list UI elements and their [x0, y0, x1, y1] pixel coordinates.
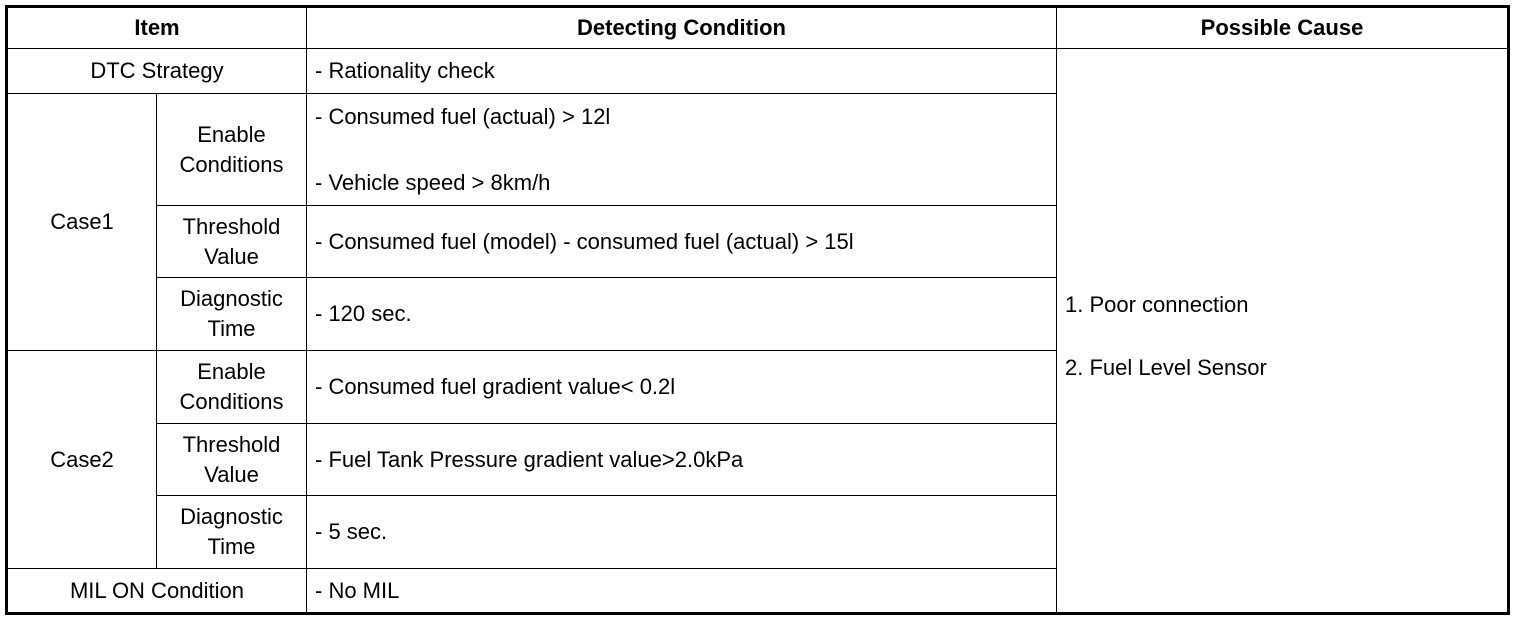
mil-label: MIL ON Condition — [7, 569, 307, 614]
dtc-table — [5, 5, 1510, 615]
case2-enable-condition: - Consumed fuel gradient value< 0.2l — [307, 351, 1057, 424]
mil-condition: - No MIL — [307, 569, 1057, 614]
header-possible-cause: Possible Cause — [1057, 7, 1509, 49]
case2-threshold-condition: - Fuel Tank Pressure gradient value>2.0kPa — [307, 424, 1057, 496]
header-row — [7, 7, 1509, 49]
dtc-strategy-condition: - Rationality check — [307, 49, 1057, 94]
possible-cause-item: 2. Fuel Level Sensor — [1065, 355, 1267, 380]
header-detecting-condition: Detecting Condition — [307, 7, 1057, 49]
case2-diagnostic-label: Diagnostic Time — [157, 496, 307, 569]
case1-diagnostic-label: Diagnostic Time — [157, 278, 307, 351]
case1-threshold-label: Threshold Value — [157, 206, 307, 278]
case1-enable-label: Enable Conditions — [157, 94, 307, 206]
case1-enable-condition: - Consumed fuel (actual) > 12l - Vehicle speed > 8km/h — [307, 94, 1057, 206]
header-item: Item — [7, 7, 307, 49]
case2-diagnostic-condition: - 5 sec. — [307, 496, 1057, 569]
case1-label: Case1 — [7, 94, 157, 351]
possible-cause-cell — [1057, 49, 1509, 614]
case2-label: Case2 — [7, 351, 157, 569]
case2-enable-label: Enable Conditions — [157, 351, 307, 424]
case2-threshold-label: Threshold Value — [157, 424, 307, 496]
dtc-strategy-label: DTC Strategy — [7, 49, 307, 94]
case1-threshold-condition: - Consumed fuel (model) - consumed fuel (actual) > 15l — [307, 206, 1057, 278]
table-row-dtc-strategy — [7, 49, 1509, 94]
possible-cause-item: 1. Poor connection — [1065, 292, 1249, 317]
case1-diagnostic-condition: - 120 sec. — [307, 278, 1057, 351]
